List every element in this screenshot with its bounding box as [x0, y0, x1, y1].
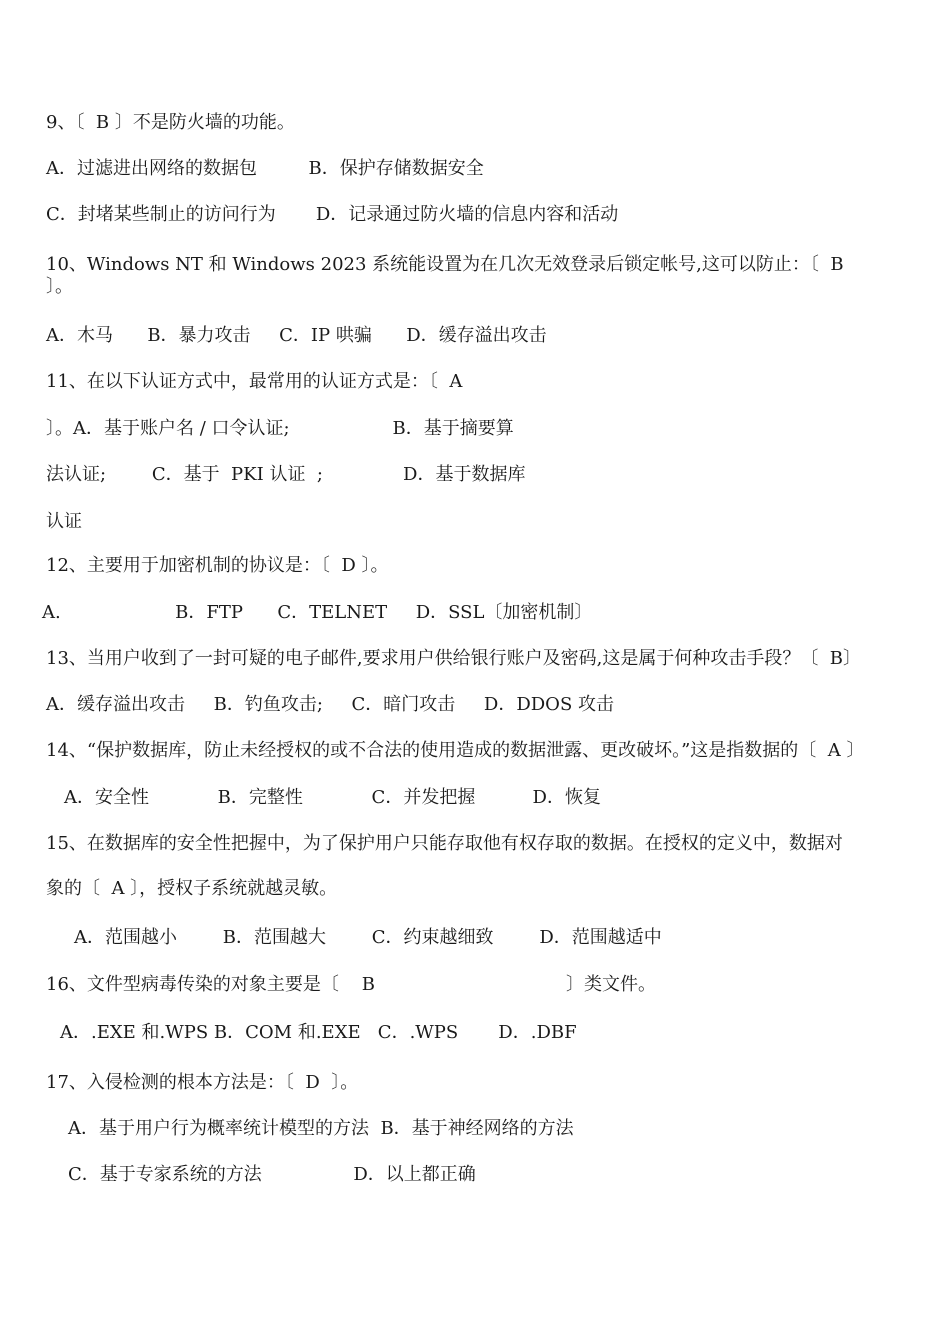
- question-15-options: A．范围越小 B．范围越大 C．约束越细致 D．范围越适中: [74, 927, 662, 948]
- question-9-options-line-2: C．封堵某些制止的访问行为 D．记录通过防火墙的信息内容和活动: [46, 204, 619, 225]
- question-15-stem-line-1: 15、在数据库的安全性把握中，为了保护用户只能存取他有权存取的数据。在授权的定义中，数据对: [46, 833, 843, 854]
- question-11-line-3: 法认证; C．基于 PKI 认证 ; D．基于数据库: [46, 464, 526, 485]
- question-11-line-1: 11、在以下认证方式中，最常用的认证方式是：〔 A: [46, 371, 463, 392]
- question-10-stem-line-1: 10、Windows NT 和 Windows 2023 系统能设置为在几次无效登录后锁定帐号,这可以防止：〔 B: [46, 254, 844, 275]
- question-15-stem-line-2: 象的〔 A 〕，授权子系统就越灵敏。: [46, 878, 338, 899]
- question-9-options-line-1: A．过滤进出网络的数据包 B．保护存储数据安全: [46, 158, 484, 179]
- question-17-options-line-1: A．基于用户行为概率统计模型的方法 B．基于神经网络的方法: [68, 1118, 574, 1139]
- question-10-options: A．木马 B．暴力攻击 C．IP 哄骗 D．缓存溢出攻击: [46, 325, 547, 346]
- question-17-options-line-2: C．基于专家系统的方法 D．以上都正确: [68, 1164, 476, 1185]
- question-11-line-4: 认证: [46, 511, 82, 532]
- question-10-stem-line-2: 〕。: [46, 276, 73, 297]
- question-13-stem: 13、当用户收到了一封可疑的电子邮件,要求用户供给银行账户及密码,这是属于何种攻击手段？〔 B〕: [46, 648, 862, 669]
- question-16-stem: 16、文件型病毒传染的对象主要是〔 B: [46, 974, 376, 995]
- question-12-stem: 12、主要用于加密机制的协议是：〔 D 〕。: [46, 555, 389, 576]
- question-14-stem: 14、“保护数据库，防止未经授权的或不合法的使用造成的数据泄露、更改破坏。”这是指数据的〔 A 〕: [46, 740, 865, 761]
- question-17-stem: 17、入侵检测的根本方法是：〔 D 〕。: [46, 1072, 359, 1093]
- question-11-line-2: 〕。A．基于账户名 / 口令认证; B．基于摘要算: [46, 418, 514, 439]
- question-13-options: A．缓存溢出攻击 B．钓鱼攻击; C．暗门攻击 D．DDOS 攻击: [46, 694, 614, 715]
- question-16-stem-end: 〕类文件。: [566, 974, 656, 995]
- question-12-options: A. B．FTP C．TELNET D．SSL〔加密机制〕: [42, 602, 593, 623]
- question-9-stem: 9、〔 B 〕不是防火墙的功能。: [46, 112, 295, 133]
- question-14-options: A．安全性 B．完整性 C．并发把握 D．恢复: [64, 787, 601, 808]
- question-16-options: A．.EXE 和.WPS B．COM 和.EXE C．.WPS D．.DBF: [60, 1022, 577, 1043]
